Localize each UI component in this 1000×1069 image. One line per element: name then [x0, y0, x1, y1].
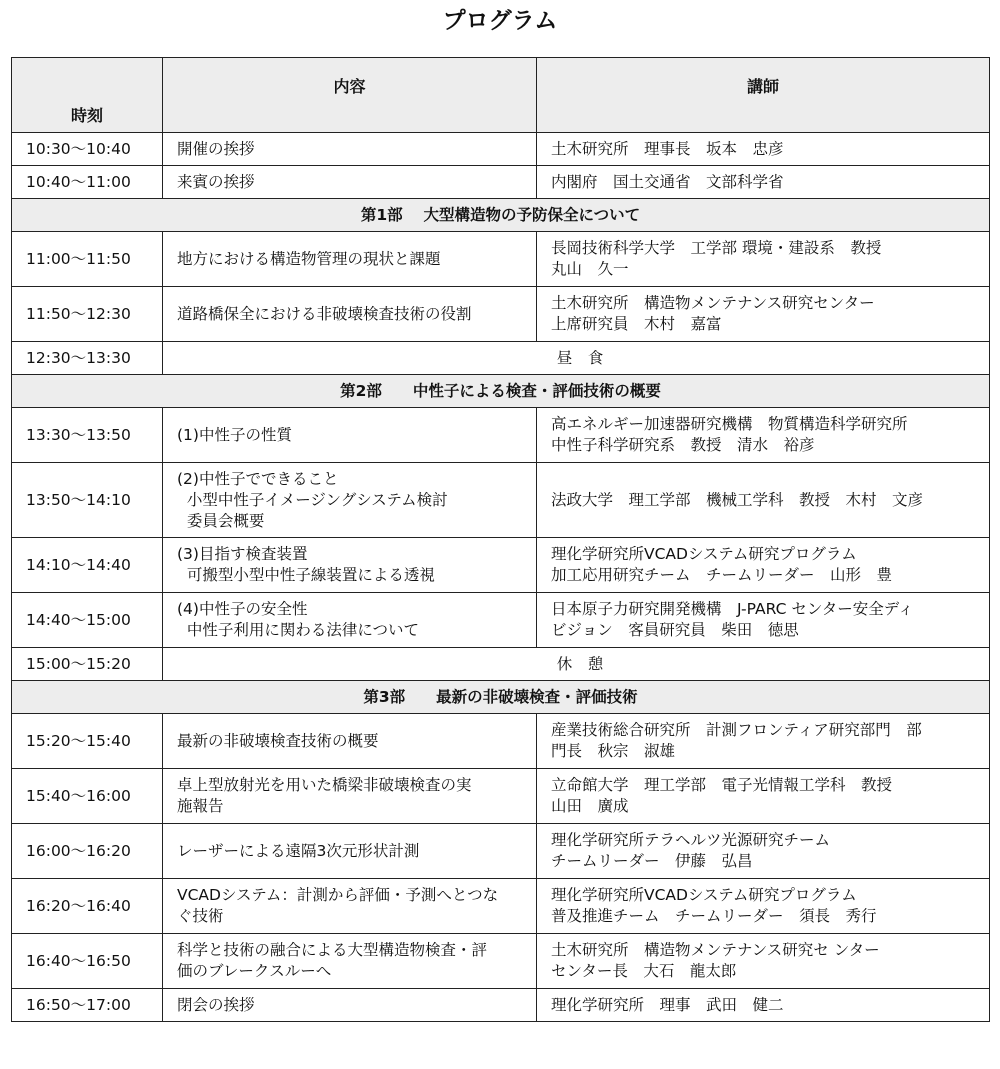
break-cell: 休 憩: [163, 648, 990, 681]
table-row: [12, 714, 990, 769]
content-cell: [163, 287, 537, 342]
lecturer-line: 土木研究所 構造物メンテナンス研究セ ンター: [551, 941, 880, 959]
lecturer-cell: [537, 232, 990, 287]
lecturer-cell: [537, 769, 990, 824]
content-line: 可搬型小型中性子線装置による透視: [177, 566, 435, 584]
table-row: [12, 538, 990, 593]
lecturer-line: 理化学研究所 理事 武田 健二: [551, 995, 784, 1014]
column-header-content: 内容: [163, 58, 537, 133]
lecturer-line: 理化学研究所VCADシステム研究プログラム: [551, 886, 857, 904]
content-line: 道路橋保全における非破壊検査技術の役割: [177, 304, 472, 323]
content-cell: [163, 232, 537, 287]
lecturer-line: 丸山 久一: [551, 260, 629, 278]
lecturer-line: 山田 廣成: [551, 797, 629, 815]
content-line: 閉会の挨拶: [177, 995, 255, 1014]
lecturer-cell: [537, 934, 990, 989]
lecturer-line: ビジョン 客員研究員 柴田 徳思: [551, 621, 799, 639]
time-cell: 15:00～15:20: [12, 648, 163, 681]
content-cell: [163, 769, 537, 824]
program-body: [12, 133, 990, 1022]
time-cell: 15:40～16:00: [12, 769, 163, 824]
table-row: [12, 824, 990, 879]
time-cell: 11:00～11:50: [12, 232, 163, 287]
time-cell: 14:40～15:00: [12, 593, 163, 648]
lecturer-line: 立命館大学 理工学部 電子光情報工学科 教授: [551, 776, 893, 794]
column-header-time: 時刻: [12, 58, 163, 133]
content-cell: [163, 166, 537, 199]
content-line: 科学と技術の融合による大型構造物検査・評: [177, 941, 488, 959]
content-cell: [163, 934, 537, 989]
table-row: [12, 408, 990, 463]
table-row: [12, 133, 990, 166]
lecturer-cell: [537, 287, 990, 342]
lecturer-cell: [537, 538, 990, 593]
lecturer-cell: [537, 133, 990, 166]
time-cell: 14:10～14:40: [12, 538, 163, 593]
lecturer-line: 高エネルギー加速器研究機構 物質構造科学研究所: [551, 415, 908, 433]
section-title: 第2部 中性子による検査・評価技術の概要: [12, 375, 990, 408]
table-row: [12, 166, 990, 199]
lecturer-cell: [537, 989, 990, 1022]
time-cell: 12:30～13:30: [12, 342, 163, 375]
lecturer-line: 上席研究員 木村 嘉富: [551, 315, 722, 333]
section-title: 第3部 最新の非破壊検査・評価技術: [12, 681, 990, 714]
lecturer-line: 産業技術総合研究所 計測フロンティア研究部門 部: [551, 721, 922, 739]
section-title: 第1部 大型構造物の予防保全について: [12, 199, 990, 232]
time-cell: 16:00～16:20: [12, 824, 163, 879]
table-row: [12, 463, 990, 538]
content-line: 開催の挨拶: [177, 139, 255, 158]
lecturer-cell: [537, 463, 990, 538]
content-line: 施報告: [177, 797, 224, 815]
section-row: [12, 199, 990, 232]
lecturer-cell: [537, 714, 990, 769]
lecturer-cell: [537, 593, 990, 648]
table-row: [12, 648, 990, 681]
table-row: [12, 342, 990, 375]
content-line: (1)中性子の性質: [177, 425, 292, 444]
time-cell: 16:20～16:40: [12, 879, 163, 934]
content-cell: [163, 879, 537, 934]
time-cell: 13:50～14:10: [12, 463, 163, 538]
content-line: (2)中性子でできること: [177, 469, 339, 488]
content-cell: [163, 593, 537, 648]
time-cell: 11:50～12:30: [12, 287, 163, 342]
lecturer-line: 土木研究所 理事長 坂本 忠彦: [551, 139, 784, 158]
content-line: 委員会概要: [177, 511, 265, 530]
content-cell: [163, 408, 537, 463]
content-line: (3)目指す検査装置: [177, 545, 308, 563]
lecturer-cell: [537, 879, 990, 934]
content-line: 最新の非破壊検査技術の概要: [177, 731, 379, 750]
table-row: [12, 769, 990, 824]
content-cell: [163, 463, 537, 538]
lecturer-line: 長岡技術科学大学 工学部 環境・建設系 教授: [551, 239, 882, 257]
lecturer-line: 日本原子力研究開発機構 J-PARC センター安全ディ: [551, 600, 914, 618]
section-row: [12, 681, 990, 714]
content-line: (4)中性子の安全性: [177, 600, 308, 618]
section-row: [12, 375, 990, 408]
time-cell: 16:50～17:00: [12, 989, 163, 1022]
break-cell: 昼 食: [163, 342, 990, 375]
content-cell: [163, 989, 537, 1022]
content-line: ぐ技術: [177, 907, 224, 925]
column-header-lecturer: 講師: [537, 58, 990, 133]
lecturer-line: チームリーダー 伊藤 弘昌: [551, 852, 753, 870]
content-line: 小型中性子イメージングシステム検討: [177, 490, 448, 509]
time-cell: 10:30～10:40: [12, 133, 163, 166]
content-line: レーザーによる遠隔3次元形状計測: [177, 841, 420, 860]
content-line: 価のブレークスルーへ: [177, 962, 332, 980]
table-header-row: [12, 58, 990, 133]
lecturer-line: 内閣府 国土交通省 文部科学省: [551, 172, 784, 191]
time-cell: 13:30～13:50: [12, 408, 163, 463]
table-row: [12, 287, 990, 342]
time-cell: 16:40～16:50: [12, 934, 163, 989]
lecturer-line: センター長 大石 龍太郎: [551, 962, 737, 980]
content-line: 地方における構造物管理の現状と課題: [177, 249, 441, 268]
lecturer-line: 門長 秋宗 淑雄: [551, 742, 676, 760]
table-row: [12, 232, 990, 287]
table-row: [12, 879, 990, 934]
lecturer-line: 普及推進チーム チームリーダー 須長 秀行: [551, 907, 877, 925]
lecturer-line: 加工応用研究チーム チームリーダー 山形 豊: [551, 566, 893, 584]
table-row: [12, 989, 990, 1022]
content-line: VCADシステム：計測から評価・予測へとつな: [177, 886, 499, 904]
table-row: [12, 593, 990, 648]
lecturer-cell: [537, 408, 990, 463]
content-cell: [163, 133, 537, 166]
lecturer-line: 理化学研究所VCADシステム研究プログラム: [551, 545, 857, 563]
program-table: [11, 57, 990, 1022]
table-row: [12, 934, 990, 989]
content-cell: [163, 714, 537, 769]
lecturer-cell: [537, 166, 990, 199]
lecturer-line: 土木研究所 構造物メンテナンス研究センター: [551, 294, 875, 312]
content-cell: [163, 824, 537, 879]
lecturer-line: 理化学研究所テラヘルツ光源研究チーム: [551, 831, 831, 849]
time-cell: 10:40～11:00: [12, 166, 163, 199]
content-cell: [163, 538, 537, 593]
page-title: プログラム: [442, 8, 558, 34]
content-line: 来賓の挨拶: [177, 172, 255, 191]
lecturer-cell: [537, 824, 990, 879]
time-cell: 15:20～15:40: [12, 714, 163, 769]
content-line: 中性子利用に関わる法律について: [177, 621, 420, 639]
lecturer-line: 中性子科学研究系 教授 清水 裕彦: [551, 436, 815, 454]
content-line: 卓上型放射光を用いた橋梁非破壊検査の実: [177, 776, 472, 794]
lecturer-line: 法政大学 理工学部 機械工学科 教授 木村 文彦: [551, 490, 924, 509]
